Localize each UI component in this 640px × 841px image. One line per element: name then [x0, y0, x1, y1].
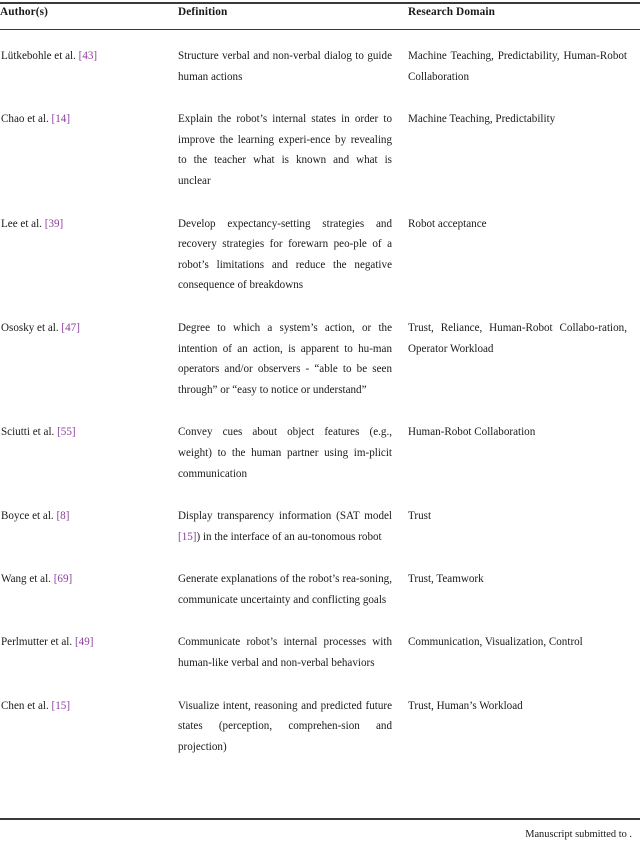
table-row — [0, 307, 640, 411]
cell-definition — [174, 685, 404, 769]
cell-research-domain — [404, 558, 640, 621]
definition-text: Generate explanations of the robot’s rea-soning, communicate uncertainty and conflicting goals — [178, 573, 392, 606]
research-domain-text: Trust, Reliance, Human-Robot Collabo-ration, Operator Workload — [408, 321, 627, 355]
cell-research-domain — [404, 685, 640, 769]
definitions-table — [0, 5, 640, 768]
table-header — [0, 5, 640, 33]
author-name: Lütkebohle et al. — [1, 50, 76, 62]
cell-definition — [174, 621, 404, 684]
author-name: Chao et al. — [1, 113, 49, 126]
research-domain-text: Communication, Visualization, Control — [408, 636, 583, 649]
citation-reference[interactable]: [8] — [56, 510, 70, 523]
research-domain-text: Trust, Teamwork — [408, 573, 484, 586]
citation-reference[interactable]: [69] — [53, 573, 73, 586]
definition-text: Explain the robot’s internal states in order to improve the learning experi-ence by revealing to the teacher what is known and what is unclear — [178, 113, 392, 187]
research-domain-text: Trust — [408, 510, 432, 523]
cell-author — [0, 203, 174, 307]
cell-research-domain — [404, 203, 640, 307]
table-top-rule — [0, 2, 640, 4]
citation-reference[interactable]: [49] — [74, 636, 94, 649]
cell-definition — [174, 33, 404, 98]
cell-author — [0, 558, 174, 621]
research-domain-text: Robot acceptance — [408, 217, 487, 230]
column-header-definition: Definition — [178, 6, 228, 18]
definition-text: Communicate robot’s internal processes with human-like verbal and non-verbal behaviors — [178, 636, 392, 670]
cell-author — [0, 411, 174, 495]
cell-research-domain — [404, 621, 640, 684]
research-domain-text: Trust, Human’s Workload — [408, 699, 523, 712]
column-header-research-domain: Research Domain — [408, 6, 495, 18]
cell-author — [0, 495, 174, 558]
research-domain-text: Human-Robot Collaboration — [408, 426, 536, 439]
citation-reference[interactable]: [39] — [44, 217, 64, 230]
cell-research-domain — [404, 307, 640, 411]
cell-definition — [174, 98, 404, 202]
table-bottom-rule — [0, 818, 640, 820]
citation-reference[interactable]: [47] — [61, 321, 80, 334]
definition-text: Visualize intent, reasoning and predicted future states (perception, comprehen-sion and projection) — [178, 699, 392, 753]
author-name: Chen et al. — [1, 699, 49, 712]
cell-author — [0, 33, 174, 98]
author-name: Boyce et al. — [1, 510, 54, 523]
cell-author — [0, 307, 174, 411]
cell-research-domain — [404, 33, 640, 98]
cell-definition — [174, 495, 404, 558]
cell-definition — [174, 411, 404, 495]
cell-definition — [174, 307, 404, 411]
cell-definition — [174, 203, 404, 307]
definition-text-pre: Display transparency information (SAT model — [178, 510, 392, 523]
cell-author — [0, 621, 174, 684]
definition-text-post: ) in the interface of an au-tonomous robot — [196, 530, 382, 543]
table-body — [0, 33, 640, 768]
citation-reference[interactable]: [14] — [51, 113, 71, 126]
cell-research-domain — [404, 98, 640, 202]
table-row — [0, 203, 640, 307]
definition-text: Develop expectancy-setting strategies and recovery strategies for forewarn peo-ple of a robot’s limitations and reduce the negative consequence of breakdowns — [178, 217, 392, 292]
citation-reference[interactable]: [15] — [178, 530, 197, 543]
cell-research-domain — [404, 495, 640, 558]
table-row — [0, 411, 640, 495]
definition-text: Degree to which a system’s action, or the intention of an action, is apparent to hu-man operators and/or observers - “able to be seen through” or “easy to notice or understand” — [178, 321, 392, 396]
table-row — [0, 558, 640, 621]
cell-definition — [174, 558, 404, 621]
definition-text: Structure verbal and non-verbal dialog to guide human actions — [178, 50, 392, 83]
table-header-row — [0, 5, 640, 33]
definition-text: Convey cues about object features (e.g., weight) to the human partner using im-plicit communication — [178, 426, 392, 480]
cell-research-domain — [404, 411, 640, 495]
citation-reference[interactable]: [55] — [57, 426, 76, 439]
author-name: Lee et al. — [1, 217, 42, 230]
citation-reference[interactable]: [15] — [51, 699, 71, 712]
research-domain-text: Machine Teaching, Predictability — [408, 113, 556, 126]
author-name: Perlmutter et al. — [1, 636, 73, 649]
table-row — [0, 495, 640, 558]
author-name: Sciutti et al. — [1, 426, 55, 439]
research-domain-text: Machine Teaching, Predictability, Human-Robot Collaboration — [408, 50, 627, 83]
author-name: Ososky et al. — [1, 321, 59, 334]
cell-author — [0, 98, 174, 202]
table-row — [0, 98, 640, 202]
column-header-author: Author(s) — [0, 6, 48, 18]
cell-author — [0, 685, 174, 769]
table-row — [0, 621, 640, 684]
table-row — [0, 685, 640, 769]
author-name: Wang et al. — [1, 573, 51, 586]
page-footer: Manuscript submitted to . — [525, 829, 632, 840]
citation-reference[interactable]: [43] — [78, 50, 98, 62]
table-row — [0, 33, 640, 98]
